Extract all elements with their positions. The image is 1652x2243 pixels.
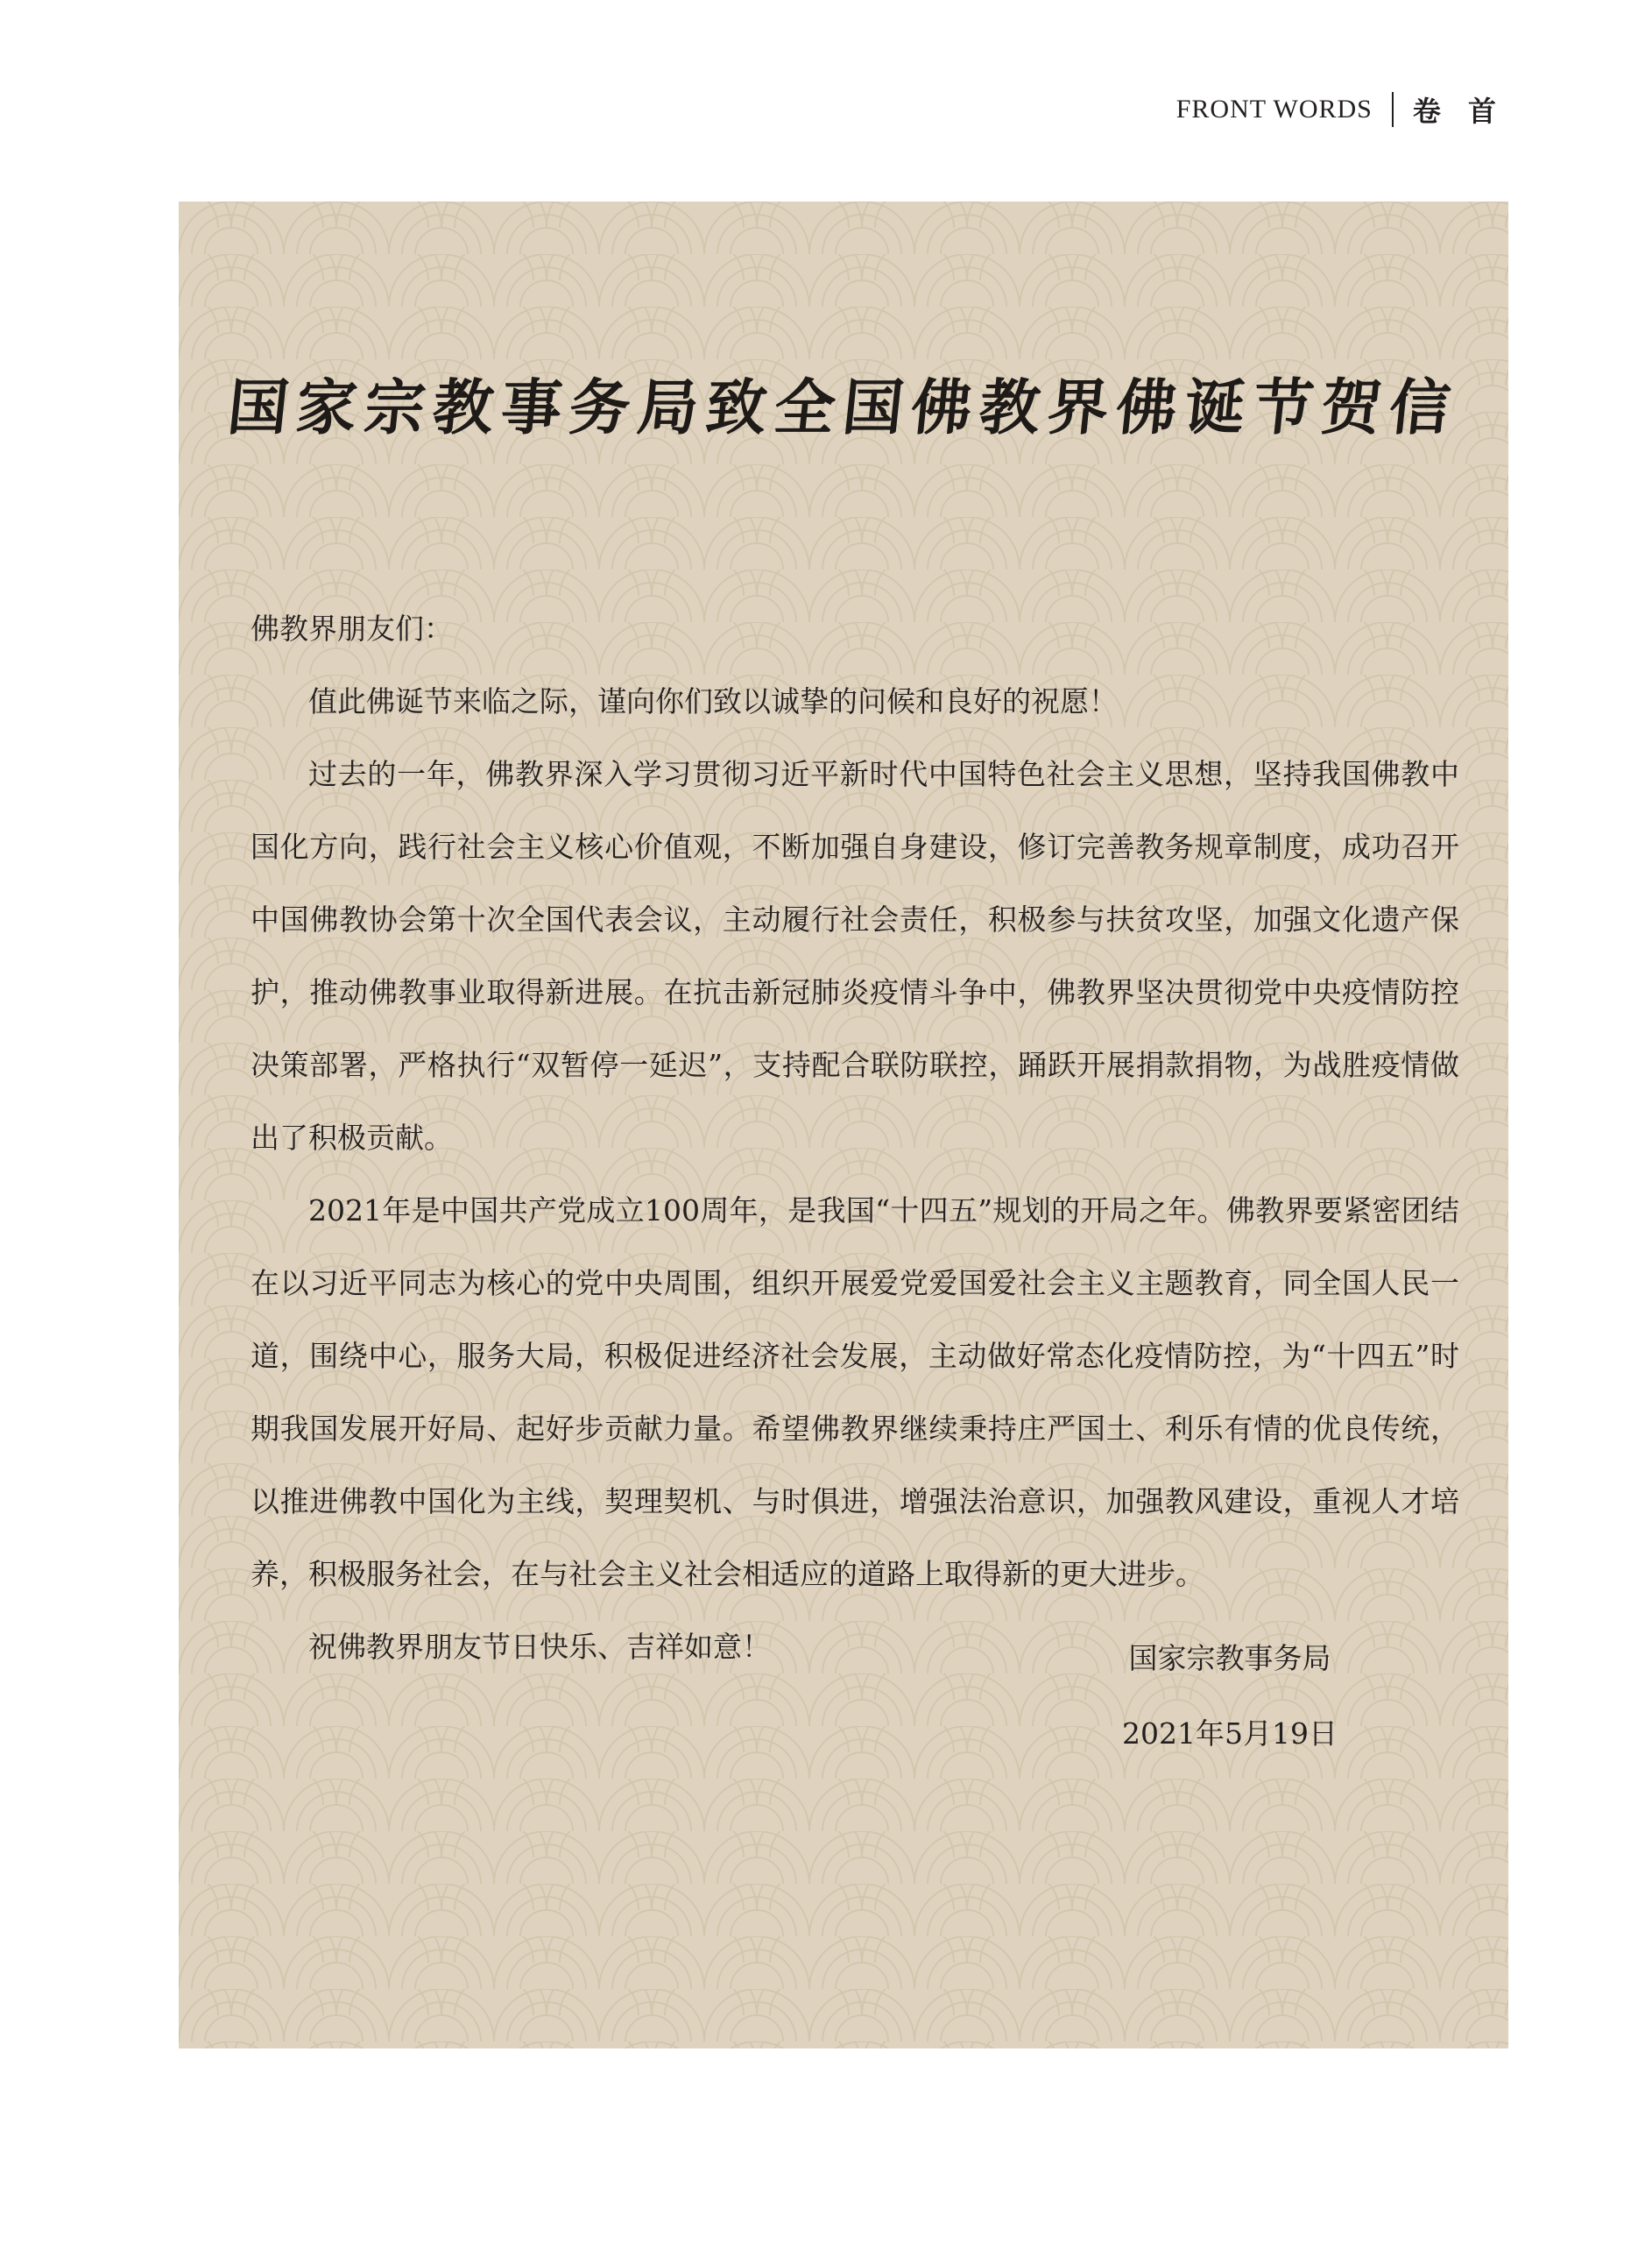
letter-paragraph: 祝佛教界朋友节日快乐、吉祥如意！ xyxy=(308,1630,771,1664)
letter-salutation: 佛教界朋友们： xyxy=(251,612,453,646)
letter-paragraph: 过去的一年，佛教界深入学习贯彻习近平新时代中国特色社会主义思想，坚持我国佛教中国化方向，践行社会主义核心价值观，不断加强自身建设，修订完善教务规章制度，成功召开中国佛教协会第十次全国代表会议，主动履行社会责任，积极参与扶贫攻坚，加强文化遗产保护，推动佛教事业取得新进展。在抗击新冠肺炎疫情斗争中，佛教界坚决贯彻党中央疫情防控决策部署，严格执行“双暂停一延迟”，支持配合联防联控，踊跃开展捐款捐物，为战胜疫情做出了积极贡献。 xyxy=(251,757,1459,1155)
header-divider xyxy=(1392,92,1394,127)
letter-paragraph: 值此佛诞节来临之际，谨向你们致以诚挚的问候和良好的祝愿！ xyxy=(308,684,1118,718)
letter-title: 国家宗教事务局致全国佛教界佛诞节贺信 xyxy=(224,372,1462,443)
letter-signature xyxy=(1098,1621,1361,1772)
letter-paragraph: 2021年是中国共产党成立100周年，是我国“十四五”规划的开局之年。佛教界要紧密团结在以习近平同志为核心的党中央周围，组织开展爱党爱国爱社会主义主题教育，同全国人民一道，围绕中心，服务大局，积极促进经济社会发展，主动做好常态化疫情防控，为“十四五”时期我国发展开好局、起好步贡献力量。希望佛教界继续秉持庄严国土、利乐有情的优良传统，以推进佛教中国化为主线，契理契机、与时俱进，增强法治意识，加强教风建设，重视人才培养，积极服务社会，在与社会主义社会相适应的道路上取得新的更大进步。 xyxy=(251,1193,1459,1591)
section-label-chinese: 卷 首 xyxy=(1412,95,1505,128)
letter-panel xyxy=(179,202,1508,2048)
running-header xyxy=(1176,88,1505,131)
signature-organization: 国家宗教事务局 xyxy=(1128,1641,1331,1675)
section-label-english: FRONT WORDS xyxy=(1175,95,1373,124)
signature-date: 2021年5月19日 xyxy=(1122,1716,1338,1751)
letter-body xyxy=(251,592,1459,1683)
